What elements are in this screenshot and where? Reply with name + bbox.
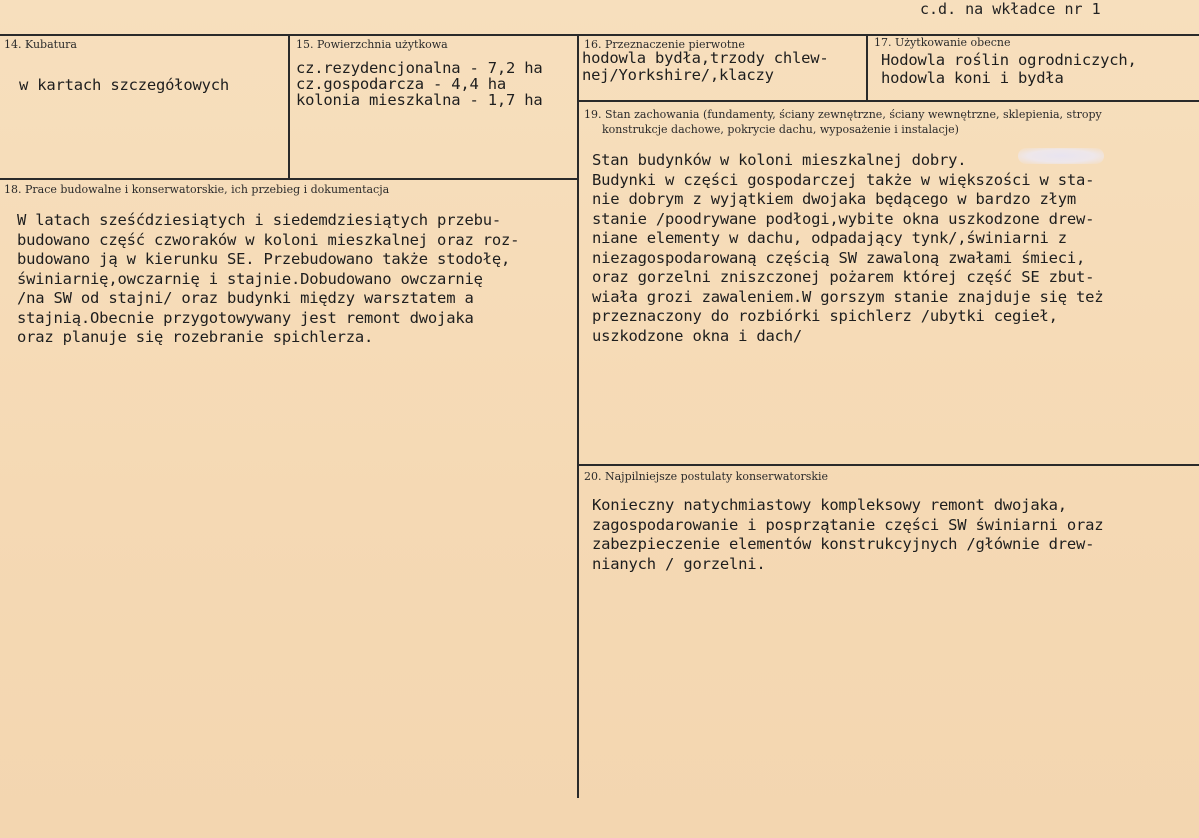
- field-14-label: 14. Kubatura: [4, 38, 77, 51]
- field-16-label: 16. Przeznaczenie pierwotne: [584, 38, 745, 51]
- top-rule: [0, 34, 1199, 36]
- divider-14-15: [288, 35, 290, 178]
- field-20-label: 20. Najpilniejsze postulaty konserwatorskie: [584, 470, 829, 483]
- field-15-label: 15. Powierzchnia użytkowa: [296, 38, 448, 51]
- rule-16-19: [578, 100, 1199, 102]
- divider-16-17: [866, 35, 868, 101]
- field-19-label-line2: konstrukcje dachowe, pokrycie dachu, wyposażenie i instalacje): [602, 123, 959, 136]
- field-19-value: Stan budynków w koloni mieszkalnej dobry. Budynki w części gospodarczej także w większości w sta- nie dobrym z wyjątkiem dwojaka będącego w bardzo złym stanie /poodrywane podłogi,wybite okna uszkodzone drew- niane elementy w dachu, odpadający tynk/,świniarni z niezagospodarowaną częścią SW zawaloną zwałami śmieci, oraz gorzelni zniszczonej pożarem której część SE zbut- wiała grozi zawaleniem.W gorszym stanie znajduje się też przeznaczony do rozbiórki spichlerz /ubytki cegieł, uszkodzone okna i dach/: [592, 151, 1104, 345]
- center-divider: [577, 35, 579, 798]
- field-15-value: cz.rezydencjonalna - 7,2 ha cz.gospodarcza - 4,4 ha kolonia mieszkalna - 1,7 ha: [296, 59, 543, 109]
- field-17-label: 17. Użytkowanie obecne: [874, 36, 1011, 49]
- rule-19-20: [578, 464, 1199, 466]
- rule-14-18: [0, 178, 578, 180]
- field-18-label: 18. Prace budowalne i konserwatorskie, ich przebieg i dokumentacja: [4, 183, 390, 196]
- field-17-value: Hodowla roślin ogrodniczych, hodowla koni i bydła: [881, 51, 1137, 87]
- continuation-note: c.d. na wkładce nr 1: [920, 0, 1101, 18]
- field-14-value: w kartach szczegółowych: [19, 76, 230, 94]
- field-19-label-line1: 19. Stan zachowania (fundamenty, ściany zewnętrzne, ściany wewnętrzne, sklepienia, stropy: [584, 108, 1102, 121]
- field-16-value: hodowla bydła,trzody chlew- nej/Yorkshire/,klaczy: [582, 49, 829, 84]
- field-20-value: Konieczny natychmiastowy kompleksowy remont dwojaka, zagospodarowanie i posprzątanie części SW świniarni oraz zabezpieczenie elementów konstrukcyjnych /głównie drew- nianych / gorzelni.: [592, 496, 1104, 573]
- field-18-value: W latach sześćdziesiątych i siedemdziesiątych przebu- budowano część czworaków w koloni mieszkalnej oraz roz- budowano ją w kierunku SE. Przebudowano także stodołę, świniarnię,owczarnię i stajnie.Dobudowano owczarnię /na SW od stajni/ oraz budynki między warsztatem a stajnią.Obecnie przygotowywany jest remont dwojaka oraz planuje się rozebranie spichlerza.: [17, 211, 520, 346]
